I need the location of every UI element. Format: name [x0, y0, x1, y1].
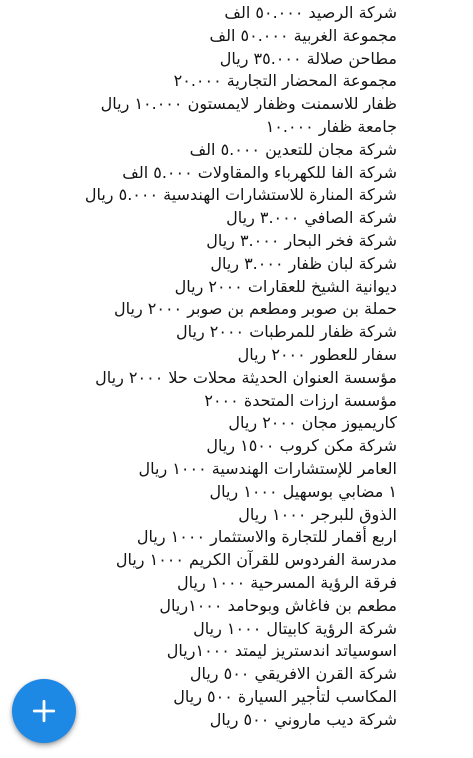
list-item: شركة الفا للكهرباء والمقاولات ٥.٠٠٠ الف	[122, 162, 397, 182]
list-item: ظفار للاسمنت وظفار لايمستون ١٠.٠٠٠ ريال	[100, 94, 397, 114]
list-item: مؤسسة ارزات المتحدة ٢٠٠٠	[204, 390, 397, 410]
list-item: شركة فخر البحار ٣.٠٠٠ ريال	[206, 230, 397, 250]
plus-icon	[31, 698, 57, 724]
list-item: العامر للإستشارات الهندسية ١٠٠٠ ريال	[138, 458, 397, 478]
list-item: فرقة الرؤية المسرحية ١٠٠٠ ريال	[177, 572, 397, 592]
list-item: الذوق للبرجر ١٠٠٠ ريال	[238, 504, 397, 524]
list-item: مجموعة الغربية ٥٠.٠٠٠ الف	[209, 25, 397, 45]
donor-list	[2, 2, 397, 732]
list-item: شركة الرصيد ٥٠.٠٠٠ الف	[224, 3, 397, 22]
list-item: مدرسة الفردوس للقرآن الكريم ١٠٠٠ ريال	[115, 550, 397, 570]
list-item: مطعم بن فاغاش وبوحامد ١٠٠٠ريال	[159, 595, 397, 615]
list-item: شركة الصافي ٣.٠٠٠ ريال	[226, 208, 397, 228]
list-item: شركة القرن الافريقي ٥٠٠ ريال	[189, 664, 397, 684]
list-item: مطاحن صلالة ٣٥.٠٠٠ ريال	[219, 48, 397, 68]
list-item: مجموعة المحضار التجارية ٢٠.٠٠٠	[173, 71, 397, 91]
list-item: ديوانية الشيخ للعقارات ٢٠٠٠ ريال	[174, 276, 397, 296]
list-item: جامعة ظفار ١٠.٠٠٠	[265, 116, 397, 136]
list-item: المكاسب لتأجير السيارة ٥٠٠ ريال	[173, 686, 397, 706]
list-item: اربع أقمار للتجارة والاستثمار ١٠٠٠ ريال	[136, 527, 397, 547]
list-item: شركة ديب ماروني ٥٠٠ ريال	[209, 709, 397, 729]
list-item: حملة بن صوبر ومطعم بن صوبر ٢٠٠٠ ريال	[114, 299, 397, 319]
list-item: شركة لبان ظفار ٣.٠٠٠ ريال	[210, 253, 397, 273]
list-item: سفار للعطور ٢٠٠٠ ريال	[237, 344, 397, 364]
list-item: شركة الرؤية كابيتال ١٠٠٠ ريال	[193, 618, 397, 638]
list-item: شركة المنارة للاستشارات الهندسية ٥.٠٠٠ ريال	[84, 185, 397, 205]
list-item: ١ مضابي بوسهيل ١٠٠٠ ريال	[209, 481, 397, 501]
add-button[interactable]	[12, 679, 76, 743]
list-item: اسوسياتد اندستريز ليمتد ١٠٠٠ريال	[166, 641, 397, 661]
list-item: شركة مجان للتعدين ٥.٠٠٠ الف	[189, 139, 397, 159]
list-item: مؤسسة العنوان الحديثة محلات حلا ٢٠٠٠ ريال	[95, 367, 397, 387]
list-item: شركة مكن كروب ١٥٠٠ ريال	[206, 436, 397, 456]
list-item: كاريميوز مجان ٢٠٠٠ ريال	[228, 413, 397, 433]
list-item: شركة ظفار للمرطبات ٢٠٠٠ ريال	[175, 322, 397, 342]
